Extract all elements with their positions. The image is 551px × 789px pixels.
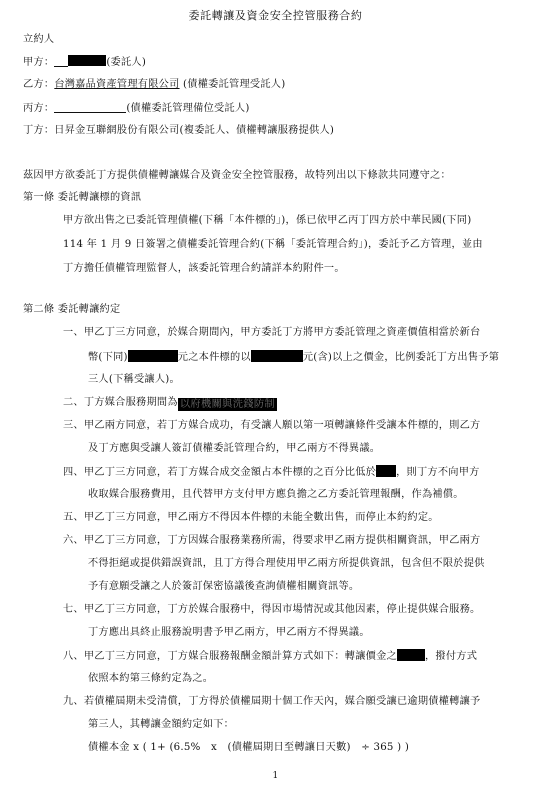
price-redaction	[251, 350, 303, 362]
article-2-item-1-line	[88, 350, 499, 364]
article-2-item-4-line	[63, 465, 480, 479]
party-d-line: 丁方：日昇金互聯網股份有限公司(複委託人、債權轉讓服務提供人)	[23, 125, 335, 136]
service-period-redaction: 以府機關與洗錢防制	[179, 399, 276, 410]
item-8-text: ，撥付方式	[425, 651, 478, 662]
article-2-item-6-line: 六、甲乙丁三方同意，丁方因媒合服務業務所需，得要求甲乙兩方提供相關資訊，甲乙兩方	[63, 535, 481, 546]
article-2-item-1-line: 一、甲乙丁三方同意，於媒合期間內，甲方委託丁方將甲方委託管理之資產價值相當於新台	[63, 327, 481, 338]
article-2-item-3-line: 三、甲乙兩方同意，若丁方媒合成功，有受讓人願以第一項轉讓條件受讓本件標的，則乙方	[63, 420, 481, 431]
article-2-item-6-line: 予有意願受讓之人於簽訂保密協議後查詢債權相關資訊等。	[88, 581, 360, 592]
article-2-item-8-line: 依照本約第三條約定為之。	[88, 673, 214, 684]
fee-rate-redaction	[397, 649, 425, 661]
item-1-text: 幣(下同)	[88, 352, 128, 363]
party-b-prefix: 乙方：	[23, 79, 55, 90]
transfer-amount-formula: 債權本金 x ( 1+ (6.5% x (債權屆期日至轉讓日天數) ÷ 365 ) )	[88, 742, 410, 753]
article-2-item-3-line: 及丁方應與受讓人簽訂債權委託管理合約，甲乙兩方不得異議。	[88, 443, 381, 454]
party-a-prefix: 甲方：	[23, 57, 55, 68]
party-a-suffix: (委託人)	[106, 57, 147, 68]
page-number: 1	[272, 771, 279, 781]
article-2-item-2	[63, 396, 277, 411]
article-2-item-6-line: 不得拒絕或提供錯誤資訊，且丁方得合理使用甲乙兩方所提供資訊，包含但不限於提供	[88, 558, 485, 569]
parties-heading: 立約人	[23, 34, 55, 45]
party-c-suffix: (債權委託管理備位受託人)	[126, 103, 250, 114]
article-2-item-8-line	[63, 649, 477, 663]
article-2-item-9-line: 第三人，其轉讓金額約定如下：	[88, 719, 235, 730]
article-2-heading: 第二條 委託轉讓約定	[23, 304, 121, 315]
preamble: 茲因甲方欲委託丁方提供債權轉讓媒合及資金安全控管服務，故特列出以下條款共同遵守之：	[23, 170, 451, 181]
article-1-line: 丁方擔任債權管理監督人，該委託管理合約請詳本約附件一。	[63, 263, 345, 274]
percentage-redaction	[376, 465, 396, 477]
party-a-redaction	[68, 55, 106, 66]
item-1-text: 元(含)以上之價金，比例委託丁方出售予第	[302, 352, 500, 363]
party-b-company: 台灣嘉品資產管理有限公司	[54, 79, 180, 90]
document-title: 委託轉讓及資金安全控管服務合約	[188, 9, 363, 22]
party-c-blank	[54, 101, 126, 113]
article-2-item-1-line: 三人(下稱受讓人)。	[88, 374, 180, 385]
amount-redaction	[128, 350, 178, 362]
party-b-suffix: (債權委託管理受託人)	[179, 79, 286, 90]
article-2-item-9-line: 九、若債權屆期未受清償，丁方得於債權屆期十個工作天內，媒合願受讓已逾期債權轉讓予	[63, 696, 481, 707]
article-2-item-4-line: 收取媒合服務費用，且代替甲方支付甲方應負擔之乙方委託管理報酬，作為補償。	[88, 489, 464, 500]
article-2-item-7-line: 七、甲乙丁三方同意，丁方於媒合服務中，得因市場情況或其他因素，停止提供媒合服務。	[63, 604, 481, 615]
item-4-text: ，則丁方不向甲方	[396, 467, 480, 478]
article-1-heading: 第一條 委託轉讓標的資訊	[23, 192, 142, 203]
item-2-text: 二、丁方媒合服務期間為	[63, 397, 178, 408]
party-a-blank	[54, 55, 68, 67]
party-a-line	[23, 55, 146, 69]
article-1-line: 甲方欲出售之已委託管理債權(下稱「本件標的」)，係已依甲乙丙丁四方於中華民國(下同)	[63, 215, 472, 226]
item-8-text: 八、甲乙丁三方同意，丁方媒合服務報酬金額計算方式如下：轉讓價金之	[63, 651, 397, 662]
party-c-line	[23, 101, 250, 115]
party-b-line	[23, 78, 285, 91]
article-2-item-5: 五、甲乙丁三方同意，甲乙兩方不得因本件標的未能全數出售，而停止本約約定。	[63, 512, 439, 523]
article-1-line: 114 年 1 月 9 日簽署之債權委託管理合約(下稱「委託管理合約」)，委託予乙方管理，並由	[63, 239, 483, 250]
item-4-text: 四、甲乙丁三方同意，若丁方媒合成交金額占本件標的之百分比低於	[63, 467, 377, 478]
party-c-prefix: 丙方：	[23, 103, 55, 114]
item-1-text: 元之本件標的以	[177, 352, 251, 363]
article-2-item-7-line: 丁方應出具終止服務說明書予甲乙兩方，甲乙兩方不得異議。	[88, 627, 370, 638]
